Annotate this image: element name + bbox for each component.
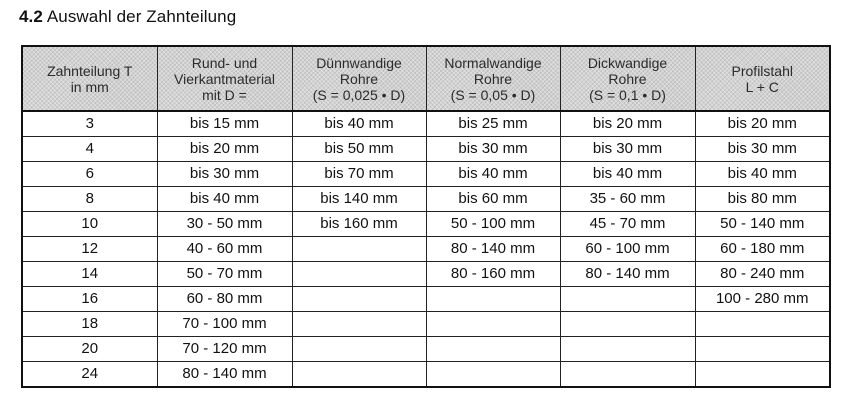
cell-thick-wall-tubes: [560, 287, 695, 312]
cell-tooth-pitch: 3: [22, 111, 157, 137]
section-heading: [19, 6, 236, 28]
table-row: [22, 237, 830, 262]
header-round-square-material: [157, 46, 292, 111]
cell-thick-wall-tubes: [560, 337, 695, 362]
cell-profile-steel: 60 - 180 mm: [695, 237, 830, 262]
cell-profile-steel: [695, 337, 830, 362]
header-line: Dünnwandige: [316, 54, 402, 71]
header-line: Profilstahl: [731, 62, 793, 79]
cell-profile-steel: bis 80 mm: [695, 187, 830, 212]
cell-round-square-material: 40 - 60 mm: [157, 237, 292, 262]
cell-tooth-pitch: 20: [22, 337, 157, 362]
cell-tooth-pitch: 14: [22, 262, 157, 287]
header-line: L + C: [745, 78, 779, 95]
cell-thick-wall-tubes: 35 - 60 mm: [560, 187, 695, 212]
cell-thin-wall-tubes: bis 50 mm: [292, 137, 426, 162]
table-row: [22, 187, 830, 212]
cell-normal-wall-tubes: [426, 362, 560, 388]
header-line: mit D =: [202, 86, 247, 103]
cell-normal-wall-tubes: bis 40 mm: [426, 162, 560, 187]
tooth-pitch-table: [21, 45, 831, 388]
cell-tooth-pitch: 24: [22, 362, 157, 388]
cell-round-square-material: bis 15 mm: [157, 111, 292, 137]
cell-thin-wall-tubes: [292, 337, 426, 362]
cell-tooth-pitch: 12: [22, 237, 157, 262]
cell-normal-wall-tubes: 80 - 160 mm: [426, 262, 560, 287]
cell-thin-wall-tubes: bis 70 mm: [292, 162, 426, 187]
table-row: [22, 262, 830, 287]
cell-thin-wall-tubes: [292, 312, 426, 337]
header-line: Dickwandige: [587, 54, 668, 71]
table-row: [22, 111, 830, 137]
header-line: Rohre: [339, 70, 379, 87]
cell-thin-wall-tubes: [292, 237, 426, 262]
cell-normal-wall-tubes: [426, 337, 560, 362]
table-body: [22, 111, 830, 387]
cell-profile-steel: bis 30 mm: [695, 137, 830, 162]
cell-round-square-material: bis 20 mm: [157, 137, 292, 162]
header-profile-steel: [695, 46, 830, 111]
section-title-text: Auswahl der Zahnteilung: [46, 7, 237, 26]
cell-thick-wall-tubes: bis 30 mm: [560, 137, 695, 162]
header-line: Rohre: [608, 70, 647, 87]
cell-profile-steel: [695, 362, 830, 388]
cell-round-square-material: bis 40 mm: [157, 187, 292, 212]
cell-thin-wall-tubes: [292, 287, 426, 312]
header-line: Rohre: [473, 70, 513, 87]
table-row: [22, 137, 830, 162]
header-line: (S = 0,025 • D): [312, 86, 406, 103]
cell-thin-wall-tubes: bis 160 mm: [292, 212, 426, 237]
cell-profile-steel: bis 40 mm: [695, 162, 830, 187]
cell-tooth-pitch: 6: [22, 162, 157, 187]
cell-round-square-material: 60 - 80 mm: [157, 287, 292, 312]
cell-profile-steel: [695, 312, 830, 337]
cell-round-square-material: bis 30 mm: [157, 162, 292, 187]
header-line: (S = 0,1 • D): [589, 86, 666, 103]
cell-thick-wall-tubes: 45 - 70 mm: [560, 212, 695, 237]
cell-tooth-pitch: 8: [22, 187, 157, 212]
cell-profile-steel: 80 - 240 mm: [695, 262, 830, 287]
header-normal-wall-tubes: [426, 46, 560, 111]
cell-normal-wall-tubes: 80 - 140 mm: [426, 237, 560, 262]
table-row: [22, 287, 830, 312]
table-row: [22, 162, 830, 187]
table-row: [22, 362, 830, 388]
cell-tooth-pitch: 4: [22, 137, 157, 162]
header-thick-wall-tubes: [560, 46, 695, 111]
header-line: in mm: [70, 78, 109, 95]
cell-normal-wall-tubes: bis 30 mm: [426, 137, 560, 162]
cell-thick-wall-tubes: bis 40 mm: [560, 162, 695, 187]
cell-profile-steel: 50 - 140 mm: [695, 212, 830, 237]
cell-round-square-material: 80 - 140 mm: [157, 362, 292, 388]
header-tooth-pitch: [22, 46, 157, 111]
cell-normal-wall-tubes: 50 - 100 mm: [426, 212, 560, 237]
cell-tooth-pitch: 18: [22, 312, 157, 337]
section-number: 4.2: [19, 7, 43, 26]
cell-normal-wall-tubes: [426, 287, 560, 312]
cell-thin-wall-tubes: bis 140 mm: [292, 187, 426, 212]
header-line: Vierkantmaterial: [174, 70, 275, 87]
cell-round-square-material: 70 - 100 mm: [157, 312, 292, 337]
cell-thick-wall-tubes: [560, 312, 695, 337]
cell-tooth-pitch: 16: [22, 287, 157, 312]
cell-normal-wall-tubes: [426, 312, 560, 337]
table-row: [22, 312, 830, 337]
header-line: Rund- und: [191, 54, 258, 71]
cell-thick-wall-tubes: 60 - 100 mm: [560, 237, 695, 262]
table-header-row: [22, 46, 830, 111]
header-thin-wall-tubes: [292, 46, 426, 111]
header-line: Normalwandige: [444, 54, 542, 71]
cell-tooth-pitch: 10: [22, 212, 157, 237]
cell-thick-wall-tubes: bis 20 mm: [560, 111, 695, 137]
cell-round-square-material: 70 - 120 mm: [157, 337, 292, 362]
table-row: [22, 212, 830, 237]
cell-normal-wall-tubes: bis 25 mm: [426, 111, 560, 137]
cell-round-square-material: 50 - 70 mm: [157, 262, 292, 287]
cell-thin-wall-tubes: [292, 262, 426, 287]
cell-profile-steel: bis 20 mm: [695, 111, 830, 137]
cell-thick-wall-tubes: 80 - 140 mm: [560, 262, 695, 287]
cell-round-square-material: 30 - 50 mm: [157, 212, 292, 237]
cell-thin-wall-tubes: bis 40 mm: [292, 111, 426, 137]
header-line: (S = 0,05 • D): [450, 86, 536, 103]
table-row: [22, 337, 830, 362]
cell-normal-wall-tubes: bis 60 mm: [426, 187, 560, 212]
cell-thick-wall-tubes: [560, 362, 695, 388]
cell-thin-wall-tubes: [292, 362, 426, 388]
header-line: Zahnteilung T: [47, 62, 133, 79]
cell-profile-steel: 100 - 280 mm: [695, 287, 830, 312]
